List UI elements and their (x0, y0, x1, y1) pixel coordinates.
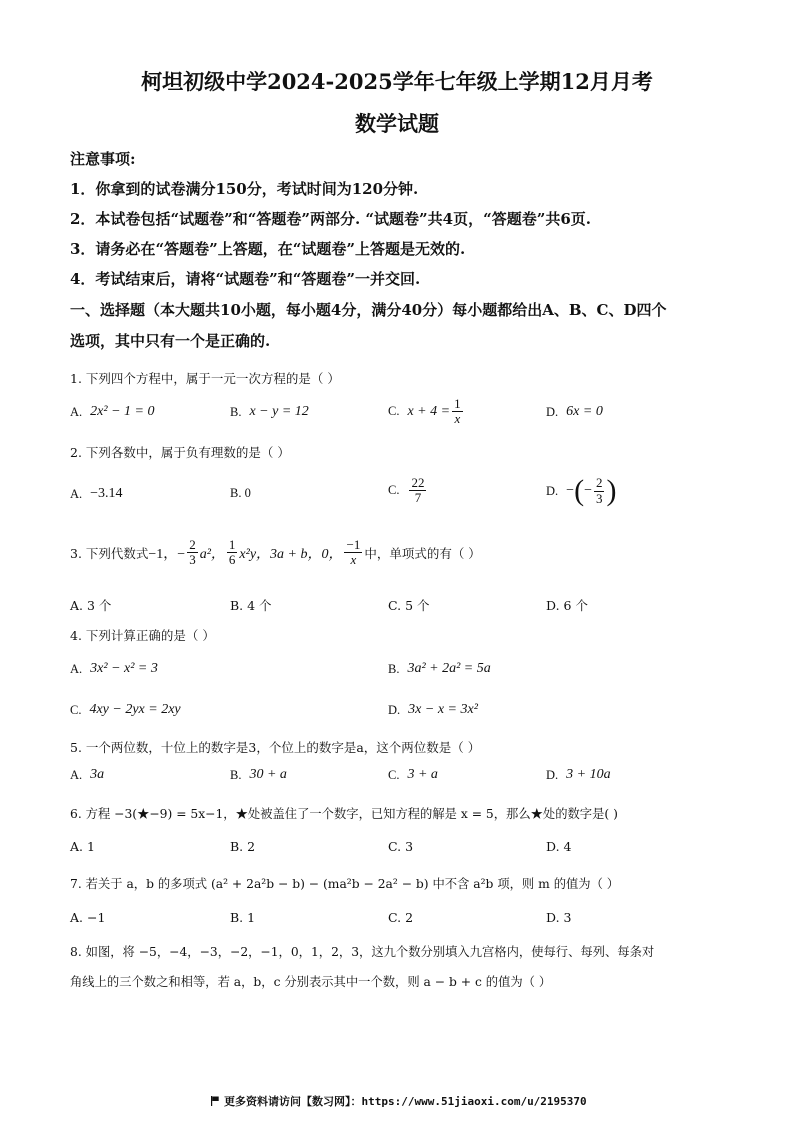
option-expr: −3.14 (90, 486, 123, 501)
q4-option-b[interactable]: B. 3a² + 2a² = 5a (388, 661, 491, 676)
q6-option-a[interactable]: A. 1 (70, 839, 95, 854)
question-7-stem: 7. 若关于 a，b 的多项式 (a² + 2a²b − b) − (ma²b − 2a² − b) 中不含 a²b 项，则 m 的值为（ ） (70, 877, 620, 891)
fraction: $\frac{2}{3}$ (595, 475, 603, 506)
q2-option-c[interactable] (388, 476, 428, 506)
question-6-stem: 6. 方程 −3(★−9) = 5x−1，★处被盖住了一个数字，已知方程的解是 x = 5，那么★处的数字是( ) (70, 807, 618, 821)
option-label: D. (546, 483, 559, 498)
option-expr: 2x² − 1 = 0 (90, 404, 155, 419)
option-expr: x − y = 12 (249, 404, 309, 419)
option-label: B. 0 (230, 486, 251, 500)
notice-item-4: 4．考试结束后，请将“试题卷”和“答题卷”一并交回. (70, 270, 421, 288)
exam-title: 柯坦初级中学2024-2025学年七年级上学期12月月考 (141, 69, 653, 94)
question-5-stem: 5. 一个两位数，十位上的数字是3，个位上的数字是a，这个两位数是（ ） (70, 740, 481, 755)
question-2-stem: 2. 下列各数中，属于负有理数的是（ ） (70, 445, 290, 460)
q4-option-d[interactable]: D. 3x − x = 3x² (388, 702, 478, 717)
flag-icon (210, 1096, 220, 1106)
q3-option-d[interactable]: D. 6 个 (546, 598, 588, 613)
option-label: D. (546, 404, 559, 419)
section-heading-line2: 选项，其中只有一个是正确的. (70, 332, 271, 350)
q1-option-d[interactable] (546, 404, 603, 420)
q7-option-d[interactable]: D. 3 (546, 910, 572, 925)
section-heading-line1: 一、选择题（本大题共10小题，每小题4分，满分40分）每小题都给出A、B、C、D四个 (70, 301, 667, 319)
q1-option-b[interactable] (230, 404, 309, 420)
right-paren: ) (606, 474, 617, 507)
option-label: A. (70, 486, 83, 501)
q5-option-d[interactable]: D. 3 + 10a (546, 767, 611, 782)
question-1-stem: 1. 下列四个方程中，属于一元一次方程的是（ ） (70, 371, 340, 386)
q3-option-c[interactable]: C. 5 个 (388, 598, 430, 613)
q1-option-c[interactable] (388, 397, 465, 427)
q7-option-c[interactable]: C. 2 (388, 910, 414, 925)
question-8-line1: 8. 如图，将 −5，−4，−3，−2，−1，0，1，2，3，这九个数分别填入九宫格内，使每行、每列、每条对 (70, 945, 655, 959)
q6-option-c[interactable]: C. 3 (388, 839, 414, 854)
q6-option-d[interactable]: D. 4 (546, 839, 572, 854)
q7-option-a[interactable]: A. −1 (70, 910, 106, 925)
option-expr: x + 4 = (407, 403, 451, 419)
notice-item-3: 3．请务必在“答题卷”上答题，在“试题卷”上答题是无效的. (70, 240, 466, 258)
q3-option-b[interactable]: B. 4 个 (230, 598, 272, 613)
question-8-line2: 角线上的三个数之和相等，若 a，b，c 分别表示其中一个数，则 a − b + c 的值为（ ） (70, 975, 552, 989)
q2-option-d[interactable]: D. − ( − $\frac{2}{3}$ ) (546, 474, 617, 507)
q3-option-a[interactable]: A. 3 个 (70, 598, 112, 613)
q2-option-b[interactable] (230, 486, 259, 501)
q4-option-c[interactable]: C. 4xy − 2yx = 2xy (70, 702, 181, 717)
notice-item-1: 1．你拿到的试卷满分150分，考试时间为120分钟. (70, 180, 419, 198)
question-3-stem: 3. 下列代数式 −1，− $\frac{2}{3}$ a²， $\frac{1}{6}$ x²y，3a + b，0， $\frac{-1}{x}$ 中，单项式的有（ ） (70, 537, 481, 568)
q7-option-b[interactable]: B. 1 (230, 910, 256, 925)
option-label: B. (230, 404, 242, 419)
exam-subtitle: 数学试题 (355, 111, 439, 136)
question-4-stem: 4. 下列计算正确的是（ ） (70, 628, 215, 643)
fraction: $\frac{22}{7}$ (411, 475, 425, 506)
option-expr: 6x = 0 (566, 404, 603, 419)
left-paren: ( (574, 474, 585, 507)
footer (210, 1093, 587, 1109)
option-label: A. (70, 404, 83, 419)
q5-option-c[interactable]: C. 3 + a (388, 767, 438, 782)
q1-option-a[interactable] (70, 404, 154, 420)
q5-option-a[interactable]: A. 3a (70, 767, 105, 782)
option-label: C. (388, 404, 400, 419)
notice-heading: 注意事项: (70, 150, 136, 168)
option-label: C. (388, 483, 400, 498)
q6-option-b[interactable]: B. 2 (230, 839, 256, 854)
q4-option-a[interactable]: A. 3x² − x² = 3 (70, 661, 158, 676)
notice-item-2: 2．本试卷包括“试题卷”和“答题卷”两部分. “试题卷”共4页，“答题卷”共6页. (70, 210, 592, 228)
q2-option-a[interactable] (70, 486, 123, 502)
footer-link[interactable]: 更多资料请访问【数习网】：https://www.51jiaoxi.com/u/2195370 (224, 1095, 587, 1108)
q5-option-b[interactable]: B. 30 + a (230, 767, 287, 782)
fraction: $\frac{1}{x}$ (454, 396, 461, 427)
